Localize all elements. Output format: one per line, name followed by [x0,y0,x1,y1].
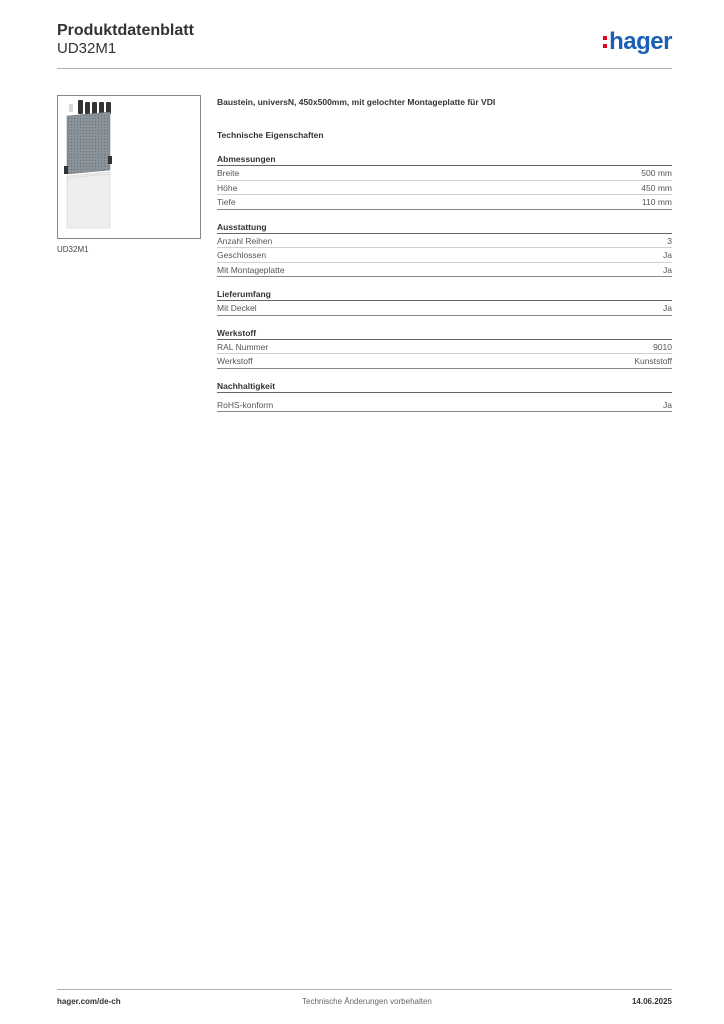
spec-label: Tiefe [217,197,236,207]
spec-label: Mit Deckel [217,303,257,313]
footer-date: 14.06.2025 [631,997,672,1006]
spec-value: 500 mm [641,168,672,178]
spec-label: Höhe [217,182,238,193]
spec-value: 9010 [653,341,672,352]
spec-row [217,166,672,181]
spec-row [217,340,672,355]
section-title: Werkstoff [217,328,672,340]
logo-text: hager [609,28,672,55]
section-title: Ausstattung [217,222,672,234]
spec-row [217,195,672,210]
section-ausstattung [217,222,672,278]
spec-value: Ja [663,264,672,275]
footer-disclaimer: Technische Änderungen vorbehalten [302,997,432,1006]
section-title: Nachhaltigkeit [217,381,672,393]
page-title: Produktdatenblatt [57,22,194,39]
hager-logo[interactable] [603,28,672,56]
spec-row [217,354,672,369]
section-title: Abmessungen [217,154,672,166]
spec-value: Ja [663,250,672,260]
logo-dots-icon [603,36,607,48]
section-lieferumfang [217,289,672,316]
product-code: UD32M1 [57,40,117,57]
spec-content [217,97,672,412]
spec-value: 3 [667,235,672,246]
image-caption: UD32M1 [57,245,89,254]
spec-value: Kunststoff [634,356,672,366]
product-image [57,95,201,239]
spec-value: Ja [663,303,672,313]
section-abmessungen [217,154,672,210]
product-description: Baustein, universN, 450x500mm, mit gelochter Montageplatte für VDI [217,97,496,107]
spec-value: Ja [663,399,672,410]
spec-row [217,301,672,316]
spec-row [217,248,672,263]
spec-row [217,181,672,196]
product-illustration-icon [58,96,200,238]
spec-row [217,263,672,278]
section-werkstoff [217,328,672,369]
section-nachhaltigkeit [217,381,672,413]
spec-label: Werkstoff [217,356,253,366]
footer-website-link[interactable]: hager.com/de-ch [57,997,121,1006]
spec-label: Anzahl Reihen [217,235,273,246]
tech-properties-heading: Technische Eigenschaften [217,130,324,140]
spec-value: 450 mm [641,182,672,193]
spec-row [217,234,672,249]
spec-label: Geschlossen [217,250,267,260]
spec-label: Mit Montageplatte [217,264,285,275]
spec-value: 110 mm [641,197,672,207]
spec-label: RAL Nummer [217,341,269,352]
spec-row [217,398,672,413]
section-title: Lieferumfang [217,289,672,301]
spec-label: Breite [217,168,240,178]
spec-label: RoHS-konform [217,399,274,410]
footer-divider [57,989,672,990]
header-divider [57,68,672,69]
